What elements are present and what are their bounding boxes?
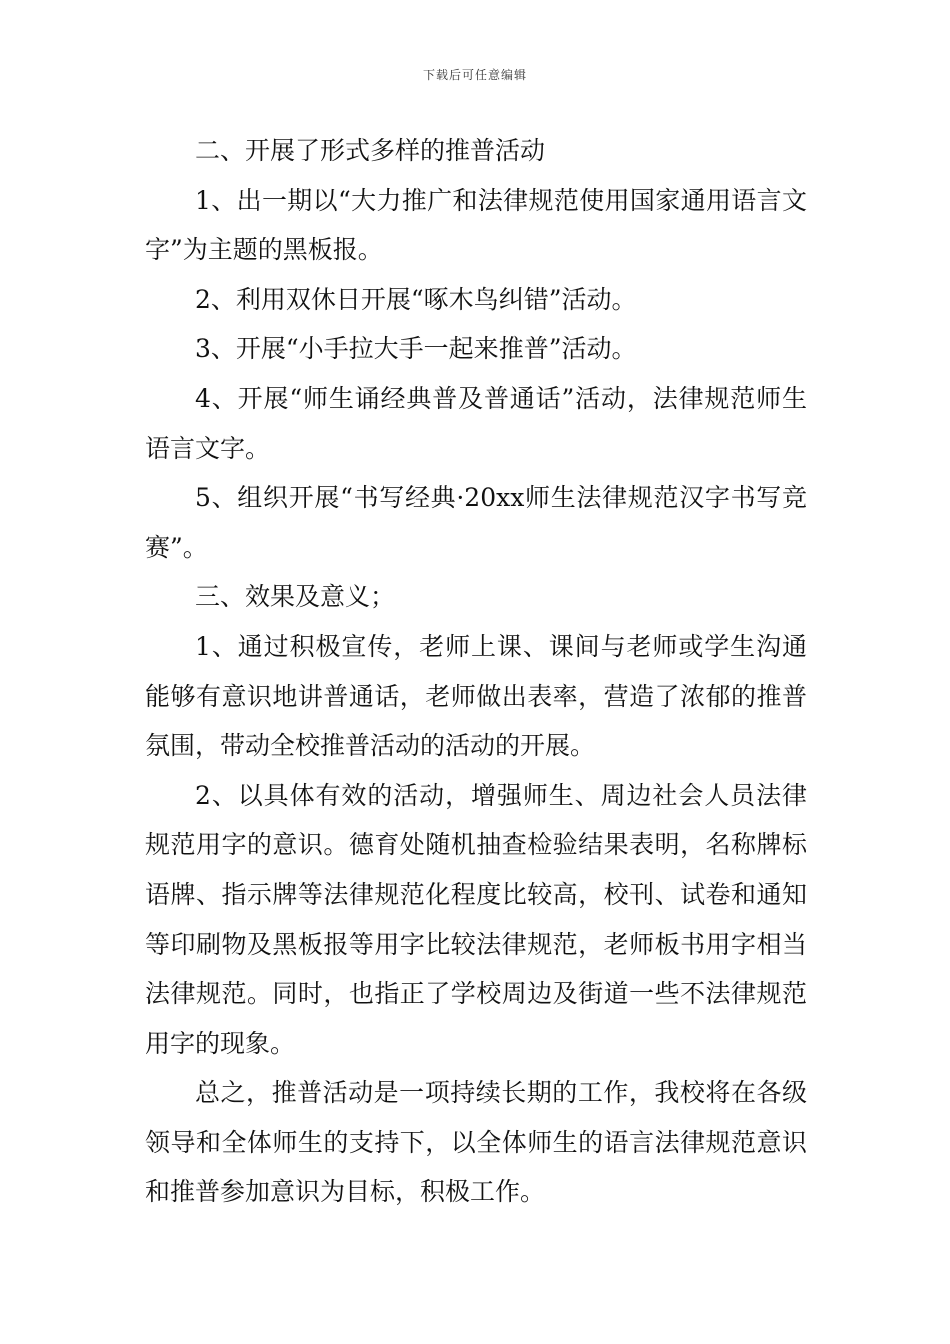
activity-item-4: 4、开展“师生诵经典普及普通话”活动，法律规范师生语言文字。 [145, 383, 807, 463]
activity-item-5: 5、组织开展“书写经典·20xx师生法律规范汉字书写竞赛”。 [145, 483, 807, 562]
section-heading-effects: 三、效果及意义； [195, 582, 396, 612]
activity-item-2: 2、利用双休日开展“啄木鸟纠错”活动。 [195, 284, 637, 314]
effect-item-1: 1、通过积极宣传，老师上课、课间与老师或学生沟通能够有意识地讲普通话，老师做出表率，营造了浓郁的推普氛围，带动全校推普活动的活动的开展。 [145, 631, 807, 761]
document-body [145, 126, 807, 1217]
conclusion-paragraph: 总之，推普活动是一项持续长期的工作，我校将在各级领导和全体师生的支持下，以全体师生的语言法律规范意识和推普参加意识为目标，积极工作。 [145, 1078, 807, 1207]
section-heading-activities: 二、开展了形式多样的推普活动 [195, 136, 546, 165]
page-header: 下载后可任意编辑 [422, 68, 527, 82]
activity-item-1: 1、出一期以“大力推广和法律规范使用国家通用语言文字”为主题的黑板报。 [145, 185, 807, 265]
activity-item-3: 3、开展“小手拉大手一起来推普”活动。 [195, 334, 637, 364]
effect-item-2: 2、以具体有效的活动，增强师生、周边社会人员法律规范用字的意识。德育处随机抽查检验结果表明，名称牌标语牌、指示牌等法律规范化程度比较高，校刊、试卷和通知等印刷物及黑板报等用字比较法律规范，老师板书用字相当法律规范。同时，也指正了学校周边及街道一些不法律规范用字的现象。 [145, 780, 807, 1058]
